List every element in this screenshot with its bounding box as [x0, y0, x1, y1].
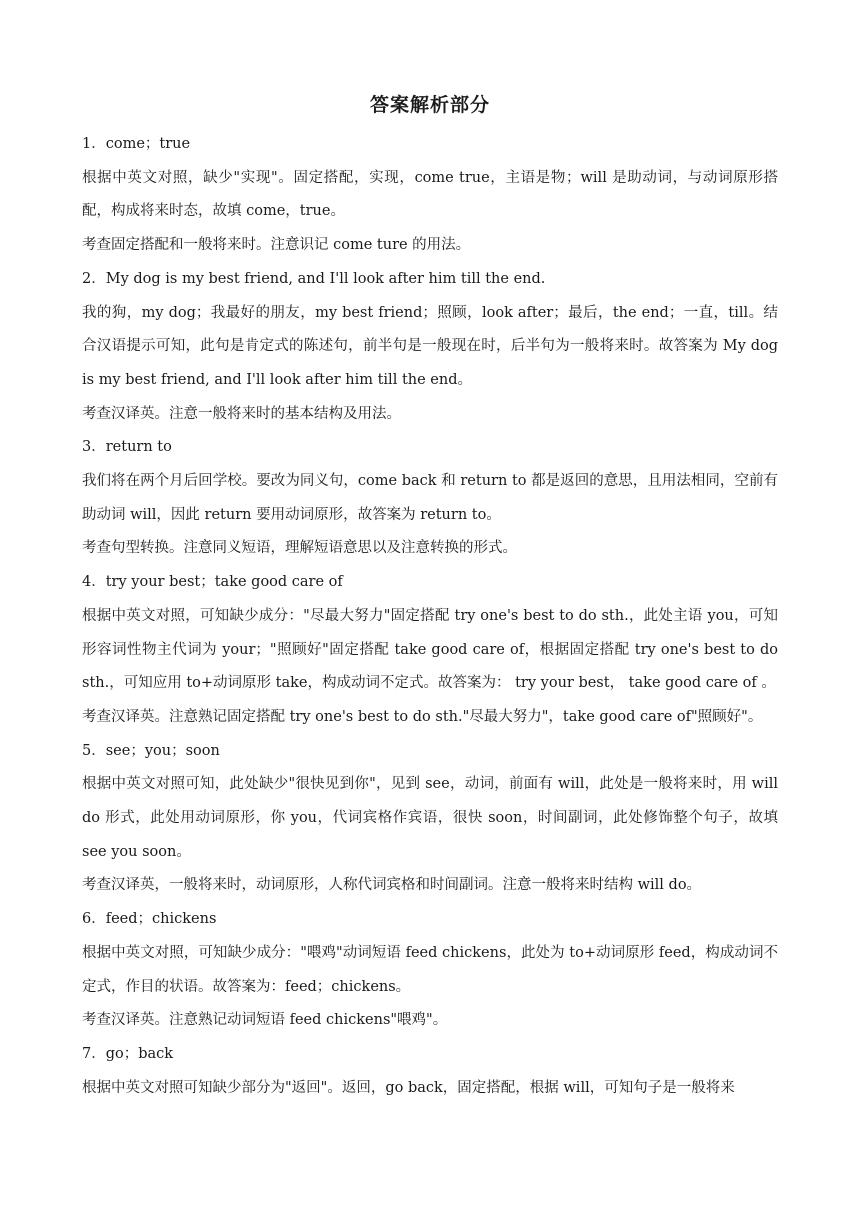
answer-item-3 [82, 431, 778, 566]
answer-line: 5．see；you；soon [82, 742, 220, 759]
answer-item-6 [82, 903, 778, 1038]
explanation-text: 根据中英文对照，可知缺少成分："喂鸡"动词短语 feed chickens，此处为 to+动词原形 feed，构成动词不定式，作目的状语。故答案为：feed；chickens。 [82, 944, 778, 995]
answer-line: 7．go；back [82, 1045, 174, 1062]
note-text: 考查汉译英，一般将来时，动词原形，人称代词宾格和时间副词。注意一般将来时结构 will do。 [82, 877, 702, 894]
answer-line: 3．return to [82, 439, 172, 456]
explanation-text: 我们将在两个月后回学校。要改为同义句，come back 和 return to 都是返回的意思，且用法相同，空前有助动词 will，因此 return 要用动词原形，故答案为 return to。 [82, 473, 778, 523]
note-text: 考查汉译英。注意熟记动词短语 feed chickens"喂鸡"。 [82, 1012, 448, 1029]
answer-item-5 [82, 735, 778, 904]
explanation-text: 根据中英文对照，缺少"实现"。固定搭配，实现，come true，主语是物；will 是助动词，与动词原形搭配，构成将来时态，故填 come，true。 [82, 169, 778, 220]
page-title: 答案解析部分 [369, 94, 490, 116]
answer-line: 1．come；true [82, 136, 191, 152]
answer-line: 2．My dog is my best friend, and I'll look after him till the end. [82, 270, 546, 287]
answer-item-7 [82, 1038, 778, 1105]
answer-item-1 [82, 128, 778, 263]
note-text: 考查汉译英。注意一般将来时的基本结构及用法。 [82, 405, 401, 422]
explanation-text: 我的狗，my dog；我最好的朋友，my best friend；照顾，look after；最后，the end；一直，till。结合汉语提示可知，此句是肯定式的陈述句，前半句是一般现在时，后半句为一般将来时。故答案为 My dog is my best friend, and I'll look after him till the end。 [82, 304, 778, 388]
answer-item-2 [82, 263, 778, 432]
answer-line: 4．try your best；take good care of [82, 574, 343, 591]
note-text: 考查汉译英。注意熟记固定搭配 try one's best to do sth."尽最大努力"，take good care of"照顾好"。 [82, 708, 763, 725]
note-text: 考查句型转换。注意同义短语，理解短语意思以及注意转换的形式。 [82, 540, 517, 557]
answer-page [82, 88, 778, 1105]
explanation-text: 根据中英文对照可知，此处缺少"很快见到你"，见到 see，动词，前面有 will，此处是一般将来时，用 will do 形式，此处用动词原形，你 you，代词宾格作宾语，很快 soon，时间副词，此处修饰整个句子，故填 see you soon。 [82, 776, 778, 860]
explanation-text: 根据中英文对照，可知缺少成分："尽最大努力"固定搭配 try one's best to do sth.，此处主语 you，可知形容词性物主代词为 your；"照顾好"固定搭配 take good care of，根据固定搭配 try one's best to do sth.，可知应用 to+动词原形 take，构成动词不定式。故答案为： try your best， take good care of 。 [82, 607, 778, 692]
explanation-text: 根据中英文对照可知缺少部分为"返回"。返回，go back，固定搭配，根据 will，可知句子是一般将来 [82, 1079, 735, 1096]
answer-item-4 [82, 566, 778, 735]
note-text: 考查固定搭配和一般将来时。注意识记 come ture 的用法。 [82, 237, 471, 254]
answer-line: 6．feed；chickens [82, 911, 217, 928]
